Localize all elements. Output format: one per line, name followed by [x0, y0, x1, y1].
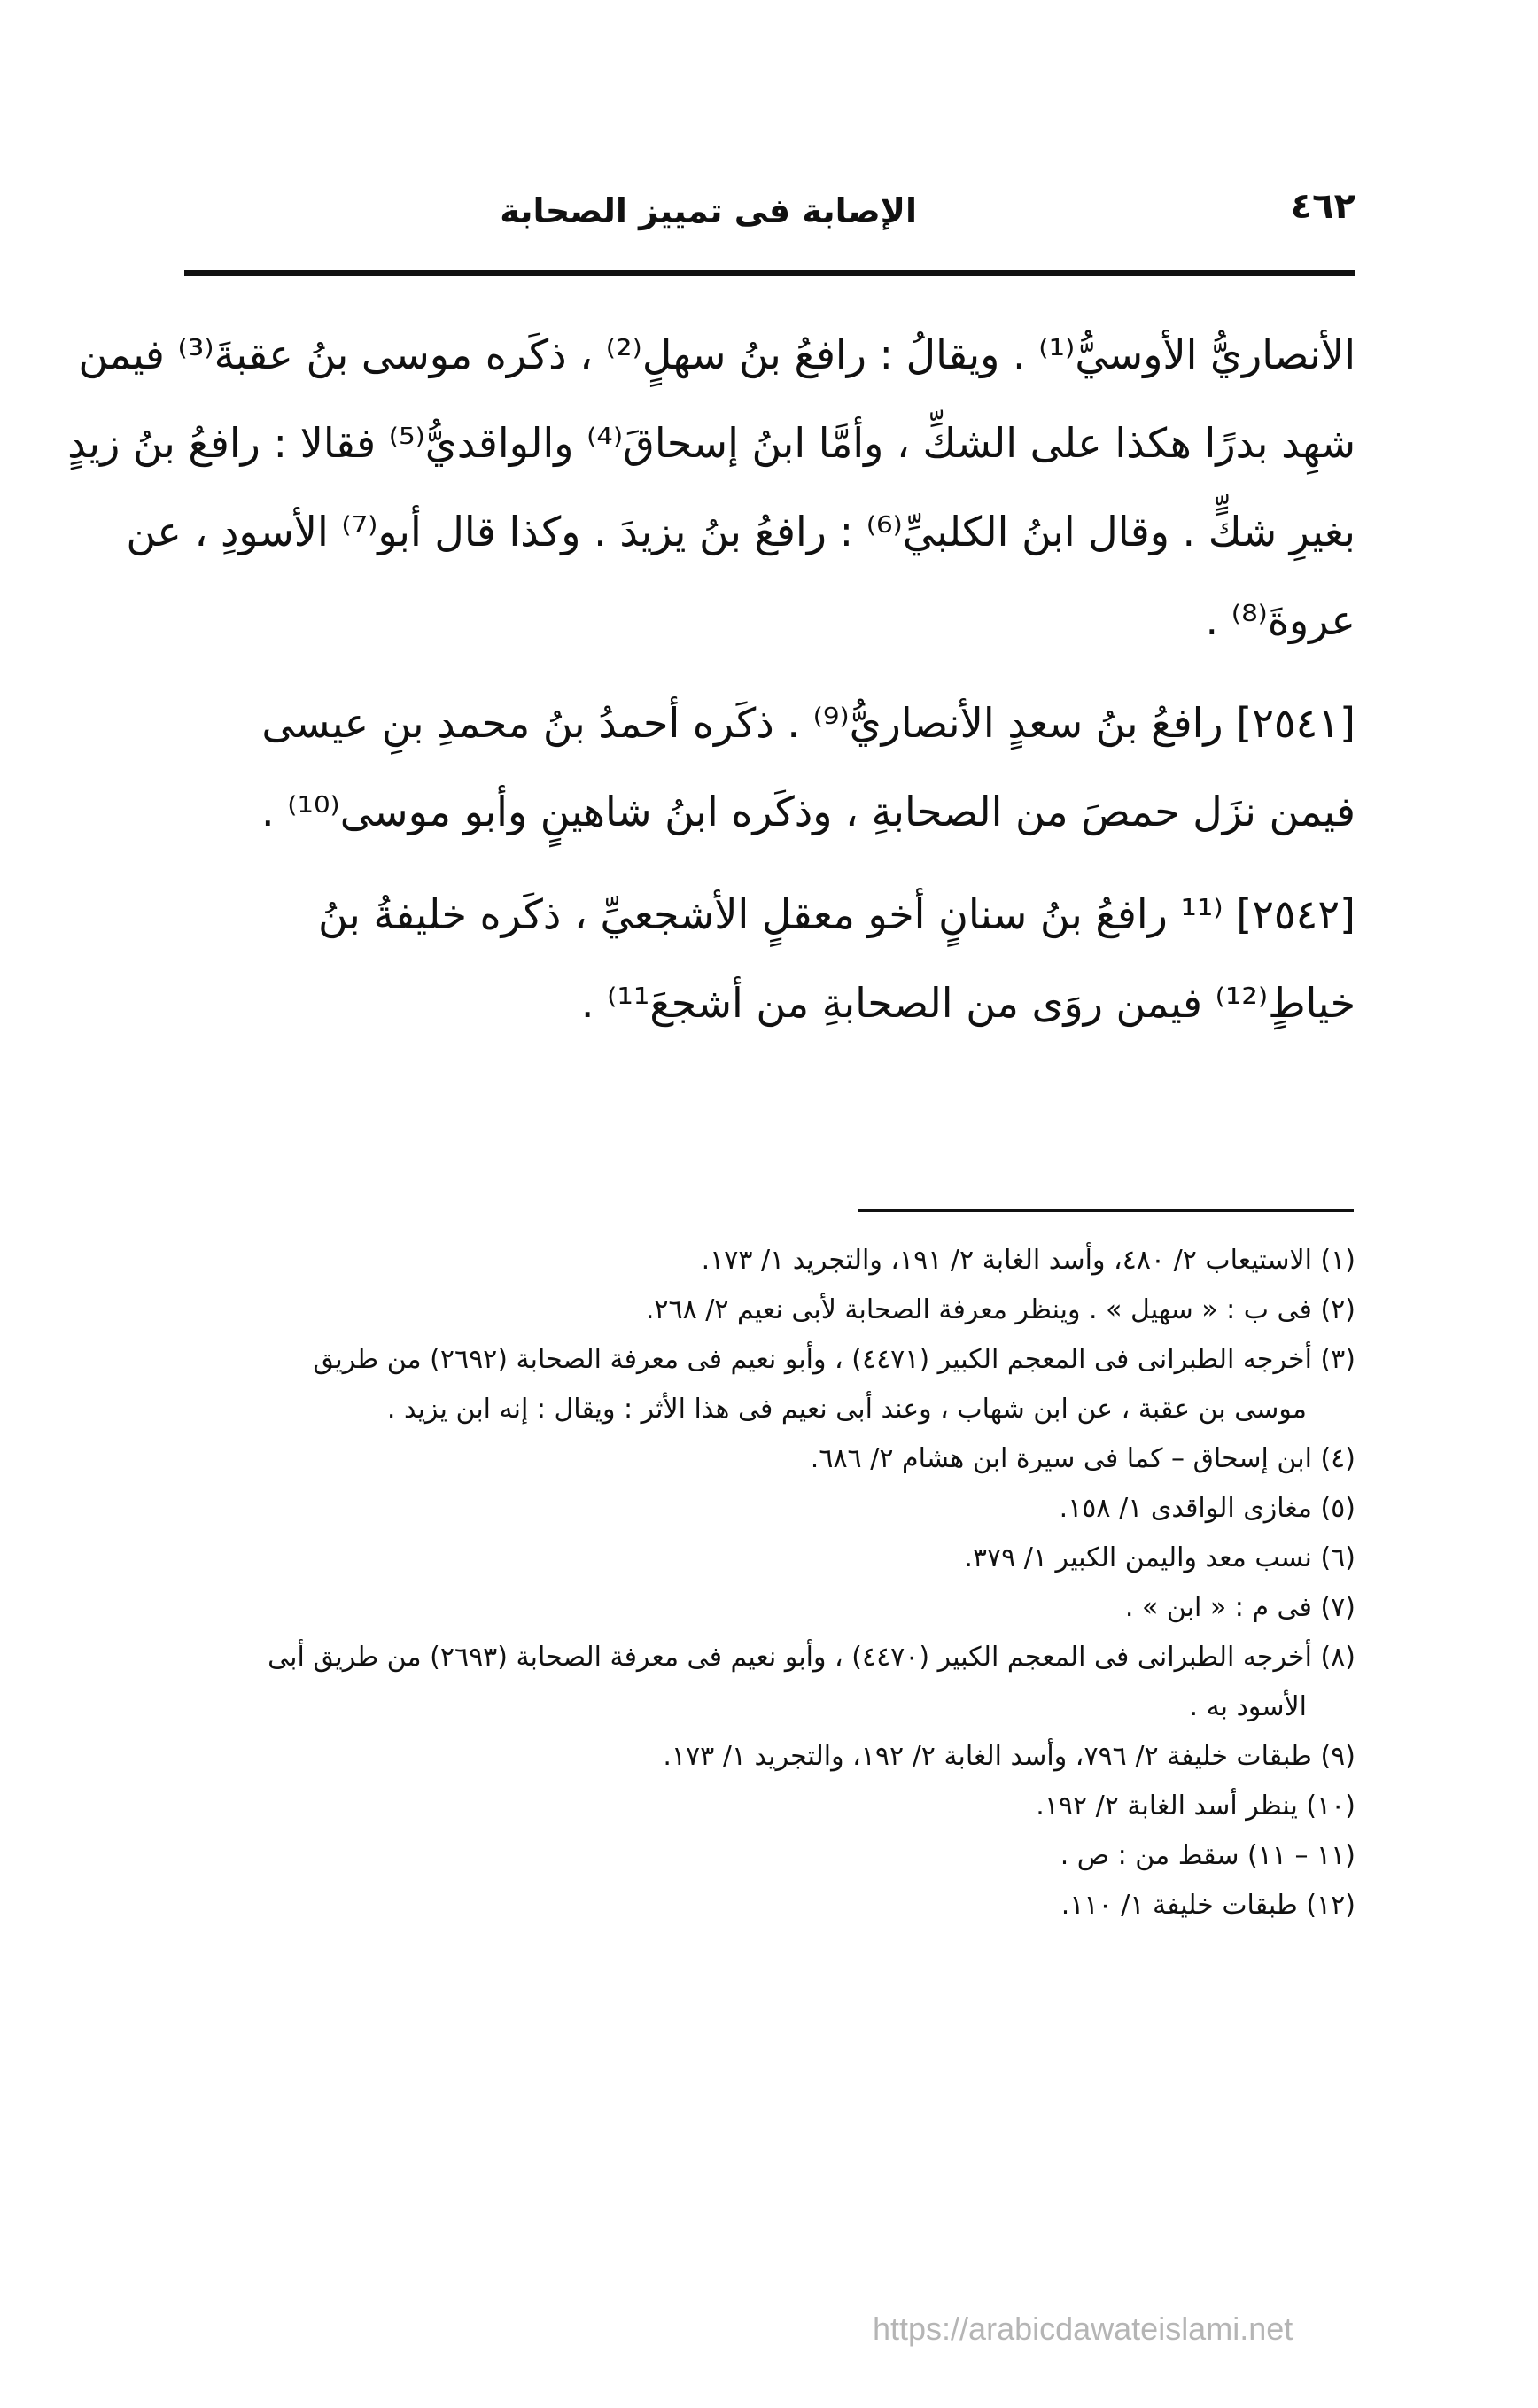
- page-header: [184, 186, 1355, 248]
- footnote-6: (٦) نسب معد واليمن الكبير ١/ ٣٧٩.: [964, 1542, 1355, 1573]
- footnote-11: (١١ – ١١) سقط من : ص .: [1060, 1840, 1355, 1871]
- footnote-2: (٢) فى ب : « سهيل » . وينظر معرفة الصحابة لأبى نعيم ٢/ ٢٦٨.: [645, 1294, 1355, 1325]
- footnote-7: (٧) فى م : « ابن » .: [1124, 1592, 1355, 1623]
- text-line: [٢٥٤٢] ⁽¹¹ رافعُ بنُ سنانٍ أخو معقلٍ الأشجعيِّ ، ذكَره خليفةُ بنُ: [318, 890, 1355, 938]
- footnote-8: (٨) أخرجه الطبرانى فى المعجم الكبير (٤٤٧٠) ، وأبو نعيم فى معرفة الصحابة (٢٦٩٣) من طريق أبى: [268, 1642, 1355, 1673]
- footnote-12: (١٢) طبقات خليفة ١/ ١١٠.: [1060, 1890, 1355, 1921]
- text-line: بغيرِ شكٍّ . وقال ابنُ الكلبيِّ⁽⁶⁾ : رافعُ بنُ يزيدَ . وكذا قال أبو⁽⁷⁾ الأسودِ ، عن: [126, 508, 1355, 555]
- text-line: فيمن نزَل حمصَ من الصحابةِ ، وذكَره ابنُ شاهينٍ وأبو موسى⁽¹⁰⁾ .: [260, 788, 1355, 835]
- footnote-9: (٩) طبقات خليفة ٢/ ٧٩٦، وأسد الغابة ٢/ ١٩٢، والتجريد ١/ ١٧٣.: [663, 1741, 1355, 1772]
- entry-2542: [133, 870, 1355, 1047]
- footnote-5: (٥) مغازى الواقدى ١/ ١٥٨.: [1059, 1493, 1355, 1524]
- footnote-3: (٣) أخرجه الطبرانى فى المعجم الكبير (٤٤٧١) ، وأبو نعيم فى معرفة الصحابة (٢٦٩٢) من طريق: [313, 1344, 1355, 1375]
- running-title: الإصابة فى تمييز الصحابة: [500, 191, 917, 230]
- header-divider: [184, 270, 1355, 276]
- entry-2541: [133, 679, 1355, 856]
- main-text: [67, 310, 1355, 1047]
- footnote-4: (٤) ابن إسحاق – كما فى سيرة ابن هشام ٢/ ٦٨٦.: [810, 1443, 1355, 1474]
- text-line: [٢٥٤١] رافعُ بنُ سعدٍ الأنصاريُّ⁽⁹⁾ . ذكَره أحمدُ بنُ محمدِ بنِ عيسى: [261, 699, 1355, 747]
- text-line: شهِد بدرًا هكذا على الشكِّ ، وأمَّا ابنُ إسحاقَ⁽⁴⁾ والواقديُّ⁽⁵⁾ فقالا : رافعُ بنُ زيدٍ: [67, 419, 1355, 467]
- footnote-divider: [858, 1209, 1354, 1212]
- footnotes: [133, 1236, 1355, 1930]
- text-line: عروةَ⁽⁸⁾ .: [1205, 596, 1355, 644]
- footnote-3-continued: موسى بن عقبة ، عن ابن شهاب ، وعند أبى نعيم فى هذا الأثر : ويقال : إنه ابن يزيد .: [386, 1394, 1307, 1425]
- text-line: الأنصاريُّ الأوسيُّ⁽¹⁾ . ويقالُ : رافعُ بنُ سهلٍ⁽²⁾ ، ذكَره موسى بنُ عقبةَ⁽³⁾ فيمن: [78, 330, 1355, 378]
- footnote-10: (١٠) ينظر أسد الغابة ٢/ ١٩٢.: [1036, 1790, 1355, 1822]
- text-line: خياطٍ⁽¹²⁾ فيمن روَى من الصحابةِ من أشجعَ¹¹⁾ .: [580, 979, 1355, 1027]
- watermark: https://arabicdawateislami.net: [873, 2311, 1293, 2347]
- paragraph-continuation: [67, 310, 1355, 664]
- page-number: ٤٦٢: [1290, 186, 1355, 227]
- footnote-8-continued: الأسود به .: [1189, 1691, 1307, 1722]
- footnote-1: (١) الاستيعاب ٢/ ٤٨٠، وأسد الغابة ٢/ ١٩١، والتجريد ١/ ١٧٣.: [701, 1245, 1355, 1276]
